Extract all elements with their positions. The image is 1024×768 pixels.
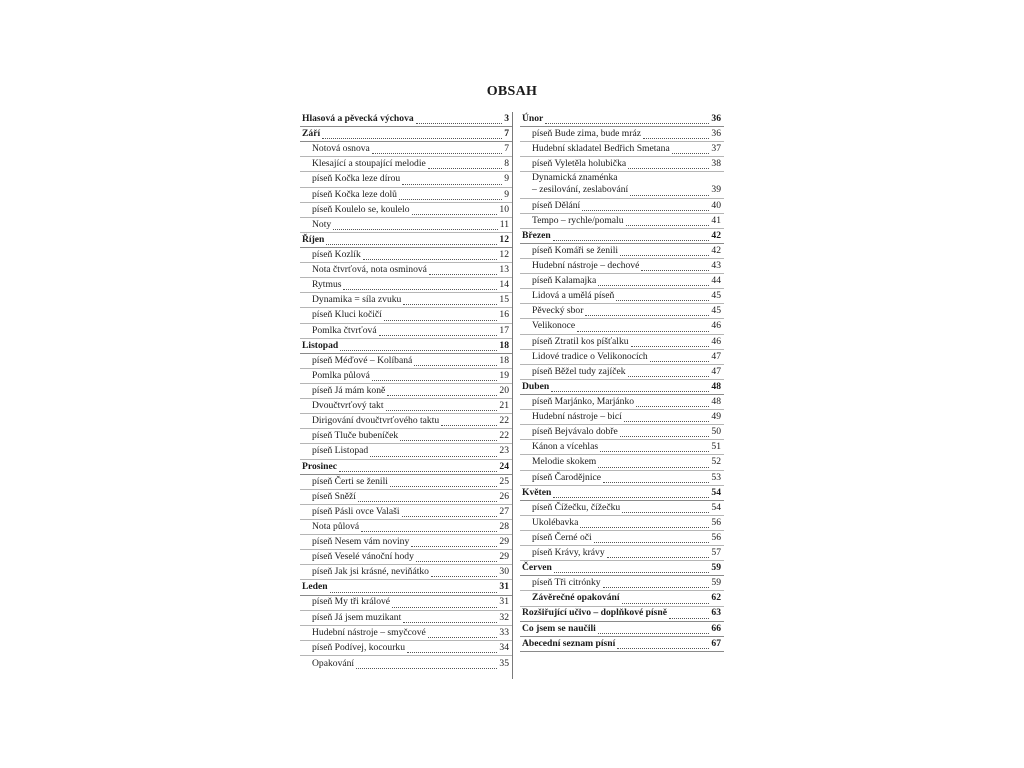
toc-entry-label: Pěvecký sbor [532, 305, 584, 317]
toc-section-label: Duben [522, 380, 550, 392]
toc-page-number: 50 [711, 426, 721, 438]
toc-entry-row [300, 475, 512, 490]
toc-entry-row [300, 535, 512, 550]
toc-leader-dots [620, 171, 719, 181]
toc-entry-label: píseň My tři králové [312, 596, 391, 608]
toc-entry-label: Lidové tradice o Velikonocích [532, 350, 648, 362]
toc-section-label: Rozšiřující učivo – doplňkové písně [522, 607, 667, 619]
toc-entry-label: píseň Jak jsi krásné, neviňátko [312, 566, 429, 578]
toc-entry-label: Závěrečné opakování [532, 592, 620, 604]
toc-entry-label: píseň Kočka leze dolů [312, 188, 397, 200]
toc-entry-row [300, 399, 512, 414]
toc-page-number: 39 [711, 184, 721, 196]
toc-leader-dots [390, 476, 497, 487]
toc-section-label: Květen [522, 486, 552, 498]
toc-leader-dots [554, 562, 710, 573]
toc-page-number: 46 [711, 320, 721, 332]
toc-leader-dots [416, 113, 503, 124]
toc-page-number: 34 [499, 641, 509, 653]
toc-page-number: 36 [711, 128, 721, 140]
toc-entry-label: Dynamická znaménka [532, 172, 618, 184]
toc-entry-row [300, 611, 512, 626]
toc-leader-dots [356, 658, 497, 669]
toc-page-number: 66 [711, 622, 721, 634]
toc-entry-label: Hudební nástroje – smyčcové [312, 626, 426, 638]
toc-page-number: 22 [499, 430, 509, 442]
toc-leader-dots [631, 336, 710, 347]
toc-page-number: 45 [711, 305, 721, 317]
toc-entry-label: Dynamika = síla zvuku [312, 294, 402, 306]
toc-leader-dots [402, 506, 498, 517]
toc-entry-row [520, 591, 724, 606]
toc-page-number: 28 [499, 520, 509, 532]
toc-entry-label: píseň Koulelo se, koulelo [312, 203, 410, 215]
toc-leader-dots [386, 400, 498, 411]
toc-leader-dots [358, 491, 497, 502]
toc-page-number: 23 [499, 445, 509, 457]
toc-leader-dots [379, 325, 498, 336]
toc-section-row [520, 637, 724, 652]
toc-page-number: 22 [499, 415, 509, 427]
toc-leader-dots [403, 294, 497, 305]
toc-leader-dots [598, 275, 709, 286]
toc-entry-label: píseň Sněží [312, 490, 356, 502]
toc-entry-label: píseň Běžel tudy zajíček [532, 365, 626, 377]
toc-entry-label: píseň Tluče bubeníček [312, 430, 399, 442]
toc-leader-dots [598, 457, 709, 468]
toc-section-row [300, 460, 512, 475]
toc-entry-label: píseň Čížečku, čížečku [532, 501, 621, 513]
toc-section-label: Leden [302, 581, 328, 593]
toc-leader-dots [594, 532, 710, 543]
toc-page-number: 56 [711, 531, 721, 543]
toc-page-number: 12 [499, 248, 509, 260]
toc-section-label: Únor [522, 112, 544, 124]
toc-leader-dots [384, 310, 498, 321]
toc-page-number: 32 [499, 611, 509, 623]
toc-entry-label: Hudební nástroje – dechové [532, 259, 640, 271]
toc-page-number: 3 [504, 112, 509, 124]
toc-page-number: 62 [711, 592, 721, 604]
toc-entry-label: píseň Kalamajka [532, 275, 597, 287]
toc-entry-label: Rytmus [312, 279, 342, 291]
toc-entry-row [520, 546, 724, 561]
toc-page-number: 27 [499, 505, 509, 517]
toc-page-number: 29 [499, 551, 509, 563]
toc-entry-label: píseň Černé oči [532, 531, 592, 543]
toc-section-row [520, 380, 724, 395]
toc-section-row [300, 127, 512, 142]
toc-leader-dots [628, 366, 710, 377]
toc-entry-row [520, 350, 724, 365]
toc-entry-row [300, 626, 512, 641]
toc-leader-dots [411, 536, 497, 547]
toc-entry-row [520, 455, 724, 470]
toc-entry-row [300, 324, 512, 339]
toc-page-number: 24 [499, 460, 509, 472]
toc-entry-label: píseň Kluci kočičí [312, 309, 382, 321]
toc-leader-dots [361, 521, 497, 532]
toc-leader-dots [431, 566, 497, 577]
toc-entry-row [300, 218, 512, 233]
toc-section-label: Co jsem se naučili [522, 622, 596, 634]
toc-entry-label: píseň Veselé vánoční hody [312, 551, 414, 563]
toc-entry-label: píseň Komáři se ženili [532, 244, 619, 256]
toc-section-row [300, 580, 512, 595]
toc-left-column [300, 112, 513, 679]
toc-page-number: 45 [711, 290, 721, 302]
toc-page-number: 54 [711, 486, 721, 498]
toc-entry-label: píseň Já jsem muzikant [312, 611, 402, 623]
toc-leader-dots [326, 234, 497, 245]
toc-leader-dots [577, 321, 709, 332]
toc-page-number: 67 [711, 637, 721, 649]
toc-leader-dots [340, 340, 497, 351]
toc-page-number: 46 [711, 335, 721, 347]
toc-section-row [520, 561, 724, 576]
toc-entry-row [520, 471, 724, 486]
toc-page-number: 63 [711, 607, 721, 619]
toc-entry-row [520, 501, 724, 516]
toc-entry-row [300, 444, 512, 459]
toc-leader-dots [582, 200, 709, 211]
toc-page-number: 51 [711, 441, 721, 453]
toc-leader-dots [626, 215, 710, 226]
toc-entry-row [300, 505, 512, 520]
toc-leader-dots [598, 623, 710, 634]
toc-entry-row [520, 199, 724, 214]
toc-entry-label: píseň Já mám koně [312, 384, 386, 396]
toc-entry-row [520, 531, 724, 546]
toc-entry-row [520, 214, 724, 229]
toc-page-number: 42 [711, 229, 721, 241]
toc-entry-label: Dvoučtvrťový takt [312, 400, 384, 412]
toc-entry-label: píseň Čarodějnice [532, 471, 601, 483]
toc-leader-dots [616, 290, 709, 301]
toc-entry-label: píseň Méďové – Kolíbaná [312, 354, 413, 366]
toc-entry-label: píseň Bejvávalo dobře [532, 426, 618, 438]
toc-page-number: 47 [711, 365, 721, 377]
toc-page-number: 30 [499, 566, 509, 578]
toc-page-number: 18 [499, 339, 509, 351]
toc-section-label: Březen [522, 229, 551, 241]
toc-entry-label: píseň Nesem vám noviny [312, 536, 410, 548]
toc-leader-dots [630, 185, 709, 196]
toc-leader-dots [412, 204, 498, 215]
toc-page-number: 53 [711, 471, 721, 483]
toc-leader-dots [407, 642, 497, 653]
toc-leader-dots [372, 143, 502, 154]
toc-entry-label: Tempo – rychle/pomalu [532, 214, 624, 226]
toc-leader-dots [429, 264, 497, 275]
toc-page-number: 10 [499, 203, 509, 215]
toc-entry-row [300, 490, 512, 505]
toc-section-label: Listopad [302, 339, 339, 351]
toc-entry-row [300, 354, 512, 369]
toc-entry-row [300, 565, 512, 580]
toc-page-number: 7 [504, 143, 509, 155]
toc-leader-dots [628, 158, 709, 169]
toc-entry-row [300, 172, 512, 187]
toc-section-row [520, 607, 724, 622]
toc-entry-label: píseň Bude zima, bude mráz [532, 128, 641, 140]
toc-page-number: 48 [711, 395, 721, 407]
toc-entry-row [520, 395, 724, 410]
toc-page-number: 35 [499, 657, 509, 669]
toc-leader-dots [620, 426, 710, 437]
toc-entry-row [520, 365, 724, 380]
toc-entry-row [300, 429, 512, 444]
toc-section-row [520, 112, 724, 127]
toc-entry-row [300, 278, 512, 293]
toc-entry-label: píseň Podívej, kocourku [312, 641, 405, 653]
toc-leader-dots [333, 219, 498, 230]
toc-section-row [300, 233, 512, 248]
toc-leader-dots [624, 411, 710, 422]
toc-leader-dots [580, 517, 709, 528]
toc-section-label: Říjen [302, 233, 325, 245]
toc-section-row [520, 622, 724, 637]
toc-entry-label: píseň Krávy, krávy [532, 547, 605, 559]
toc-page-number: 8 [504, 158, 509, 170]
toc-page-number: 9 [504, 188, 509, 200]
toc-page-number: 29 [499, 536, 509, 548]
toc-page-number: 36 [711, 112, 721, 124]
toc-page-number: 12 [499, 233, 509, 245]
toc-page-number: 11 [499, 218, 509, 230]
toc-section-label: Září [302, 128, 321, 140]
toc-page-number: 52 [711, 456, 721, 468]
toc-page-number: 26 [499, 490, 509, 502]
toc-section-label: Prosinec [302, 460, 337, 472]
toc-leader-dots [585, 305, 709, 316]
toc-page-number: 44 [711, 275, 721, 287]
toc-entry-row [300, 384, 512, 399]
toc-page-number: 41 [711, 214, 721, 226]
toc-entry-row [520, 304, 724, 319]
toc-page-number: 15 [499, 294, 509, 306]
toc-leader-dots [400, 430, 497, 441]
toc-page-number: 59 [711, 562, 721, 574]
toc-entry-row [300, 263, 512, 278]
toc-leader-dots [363, 249, 498, 260]
toc-entry-row [300, 142, 512, 157]
toc-page-number: 40 [711, 199, 721, 211]
toc-entry-row [300, 414, 512, 429]
toc-page-number: 9 [504, 173, 509, 185]
toc-entry-row [300, 641, 512, 656]
toc-page-number: 25 [499, 475, 509, 487]
toc-page-number: 18 [499, 354, 509, 366]
toc-entry-row [300, 550, 512, 565]
toc-section-row [520, 486, 724, 501]
toc-entry-label: Velikonoce [532, 320, 576, 332]
toc-leader-dots [617, 638, 709, 649]
toc-entry-row [300, 203, 512, 218]
toc-leader-dots [553, 230, 710, 241]
toc-leader-dots [370, 446, 497, 457]
toc-entry-row [520, 576, 724, 591]
toc-page-number: 47 [711, 350, 721, 362]
toc-leader-dots [428, 627, 498, 638]
toc-leader-dots [636, 396, 709, 407]
toc-section-row [300, 112, 512, 127]
page-title: OBSAH [486, 84, 538, 99]
toc-leader-dots [414, 355, 497, 366]
toc-entry-row [300, 656, 512, 671]
toc-leader-dots [641, 260, 709, 271]
toc-page-number: 7 [504, 128, 509, 140]
toc-page-number: 56 [711, 516, 721, 528]
toc-entry-row [300, 596, 512, 611]
toc-leader-dots [399, 189, 502, 200]
toc-page-number: 16 [499, 309, 509, 321]
toc-leader-dots [343, 279, 497, 290]
toc-entry-row [520, 289, 724, 304]
toc-page-number: 31 [499, 581, 509, 593]
toc-page-number: 57 [711, 547, 721, 559]
toc-leader-dots [620, 245, 709, 256]
toc-entry-row [520, 319, 724, 334]
toc-entry-label: Nota čtvrťová, nota osminová [312, 264, 427, 276]
toc-leader-dots [402, 174, 502, 185]
toc-leader-dots [416, 551, 498, 562]
toc-page-number: 13 [499, 264, 509, 276]
toc-entry-label: Nota půlová [312, 520, 360, 532]
toc-leader-dots [441, 415, 497, 426]
toc-leader-dots [603, 577, 710, 588]
toc-page-number: 54 [711, 501, 721, 513]
toc-entry-row [520, 157, 724, 172]
toc-entry-label: Ukolébavka [532, 516, 579, 528]
toc-leader-dots [622, 502, 709, 513]
toc-leader-dots [339, 461, 497, 472]
toc-leader-dots [551, 381, 709, 392]
toc-entry-label: Pomlka čtvrťová [312, 324, 377, 336]
toc-leader-dots [372, 370, 498, 381]
toc-page-number: 33 [499, 626, 509, 638]
toc-leader-dots [322, 128, 502, 139]
toc-entry-label: píseň Pásli ovce Valaši [312, 505, 400, 517]
toc-leader-dots [643, 128, 709, 139]
toc-entry-label: píseň Tři citrónky [532, 577, 601, 589]
toc-entry-label: píseň Listopad [312, 445, 369, 457]
toc-page-number: 38 [711, 158, 721, 170]
toc-leader-dots [672, 143, 710, 154]
toc-entry-label: Kánon a vícehlas [532, 441, 599, 453]
toc-page-number: 14 [499, 279, 509, 291]
toc-page-number: 49 [711, 411, 721, 423]
toc-leader-dots [603, 472, 709, 483]
toc-entry-row [300, 308, 512, 323]
toc-entry-label: Melodie skokem [532, 456, 597, 468]
toc-leader-dots [650, 351, 710, 362]
toc-page-number: 20 [499, 384, 509, 396]
toc-entry-row [520, 183, 724, 198]
toc-entry-label: – zesilování, zeslabování [532, 184, 629, 196]
toc-leader-dots [545, 113, 709, 124]
toc-entry-row [520, 259, 724, 274]
toc-entry-row [300, 520, 512, 535]
toc-leader-dots [669, 608, 709, 619]
toc-entry-label: Pomlka půlová [312, 369, 370, 381]
toc-page-number: 43 [711, 259, 721, 271]
toc-leader-dots [600, 441, 709, 452]
toc-entry-row [520, 335, 724, 350]
toc-entry-label: píseň Marjánko, Marjánko [532, 395, 635, 407]
toc-entry-label: Noty [312, 218, 332, 230]
toc-leader-dots [387, 385, 497, 396]
toc-entry-row [300, 369, 512, 384]
toc-page-number: 21 [499, 400, 509, 412]
toc-leader-dots [330, 582, 498, 593]
toc-entry-label: píseň Dělání [532, 199, 581, 211]
toc-page-number: 31 [499, 596, 509, 608]
toc-page-number: 48 [711, 380, 721, 392]
toc-entry-label: Klesající a stoupající melodie [312, 158, 426, 170]
toc-entry-row [520, 516, 724, 531]
toc-leader-dots [607, 547, 710, 558]
toc-page-number: 37 [711, 143, 721, 155]
toc-entry-label: píseň Čerti se ženili [312, 475, 388, 487]
toc-entry-row [300, 188, 512, 203]
toc-entry-row [520, 244, 724, 259]
toc-entry-label: Lidová a umělá píseň [532, 290, 615, 302]
toc-entry-label: Hudební nástroje – bicí [532, 411, 622, 423]
toc-entry-row [520, 440, 724, 455]
toc-section-row [300, 339, 512, 354]
toc-leader-dots [403, 612, 497, 623]
toc-section-label: Abecední seznam písní [522, 637, 616, 649]
toc-leader-dots [622, 593, 710, 604]
toc-leader-dots [428, 158, 502, 169]
toc-entry-label: Notová osnova [312, 143, 370, 155]
toc-section-label: Hlasová a pěvecká výchova [302, 112, 414, 124]
toc-entry-row [520, 425, 724, 440]
toc-page-number: 17 [499, 324, 509, 336]
toc-entry-label: píseň Vyletěla holubička [532, 158, 627, 170]
toc-right-column [520, 112, 724, 652]
toc-entry-label: píseň Kozlík [312, 248, 361, 260]
toc-section-label: Červen [522, 562, 552, 574]
toc-entry-label: píseň Kočka leze dírou [312, 173, 401, 185]
toc-entry-row [300, 293, 512, 308]
toc-entry-label: píseň Ztratil kos píšťalku [532, 335, 629, 347]
toc-entry-row [520, 274, 724, 289]
toc-entry-row [300, 157, 512, 172]
toc-section-row [520, 229, 724, 244]
toc-entry-row [520, 142, 724, 157]
toc-entry-row [300, 248, 512, 263]
toc-entry-row [520, 127, 724, 142]
toc-page-number: 19 [499, 369, 509, 381]
toc-leader-dots [553, 487, 709, 498]
toc-entry-label: Dirigování dvoučtvrťového taktu [312, 415, 440, 427]
toc-leader-dots [392, 597, 497, 608]
toc-page-number: 42 [711, 244, 721, 256]
toc-entry-label: Hudební skladatel Bedřich Smetana [532, 143, 670, 155]
toc-entry-row [520, 410, 724, 425]
toc-entry-label: Opakování [312, 657, 355, 669]
toc-page-number: 59 [711, 577, 721, 589]
